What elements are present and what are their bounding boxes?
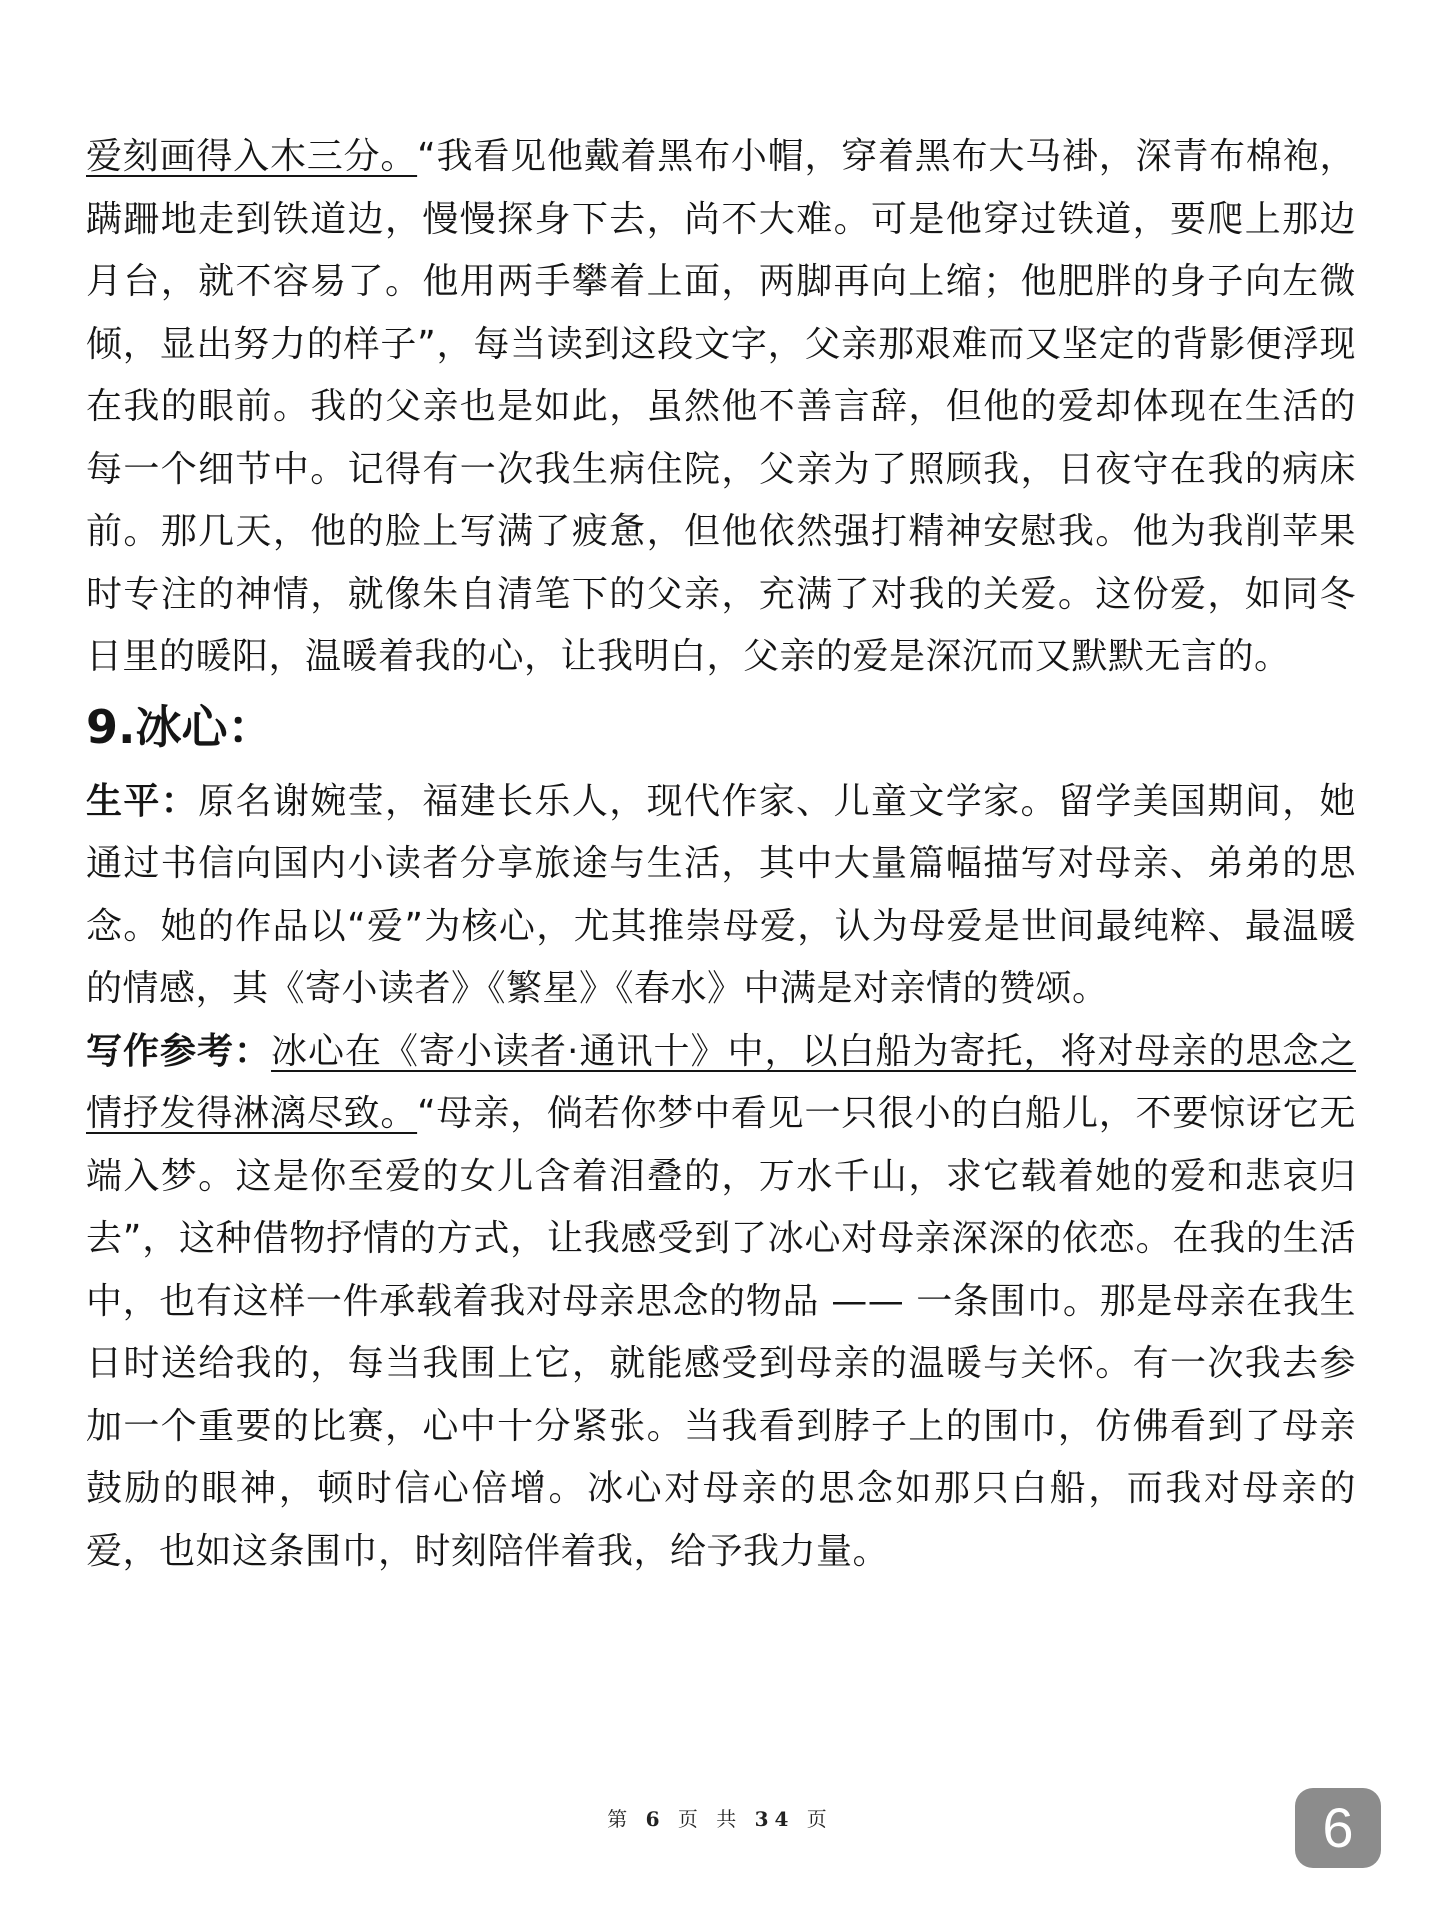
life-label: 生平： [86,780,199,822]
paragraph-biography [86,771,1356,1021]
footer-total-pages: 34 [754,1807,795,1831]
page-content [86,126,1356,1583]
page-number-badge: 6 [1295,1788,1381,1868]
section-title: 9.冰心： [86,699,274,754]
footer-middle: 页 共 [677,1807,743,1831]
underlined-sentence: 爱刻画得入木三分。 [86,136,418,177]
paragraph-writing-reference [86,1021,1356,1584]
reference-label: 写作参考： [86,1030,272,1072]
underlined-sentence: 冰心在《寄小读者·通讯十》中，以白船为寄托，将对母亲的思念之情抒发得淋漓尽致。 [86,1030,1356,1134]
reference-text: “母亲，倘若你梦中看见一只很小的白船儿，不要惊讶它无端入梦。这是你至爱的女儿含着泪叠的，万水千山，求它载着她的爱和悲哀归去”，这种借物抒情的方式，让我感受到了冰心对母亲深深的依恋。在我的生活中，也有这样一件承载着我对母亲思念的物品 —— 一条围巾。那是母亲在我生日时送给我的，每当我围上它，就能感受到母亲的温暖与关怀。有一次我去参加一个重要的比赛，心中十分紧张。当我看到脖子上的围巾，仿佛看到了母亲鼓励的眼神，顿时信心倍增。冰心对母亲的思念如那只白船，而我对母亲的爱，也如这条围巾，时刻陪伴着我，给予我力量。 [86,1093,1356,1572]
footer-page-number: 6 [645,1807,666,1831]
page-footer [0,1803,1440,1832]
life-text: 原名谢婉莹，福建长乐人，现代作家、儿童文学家。留学美国期间，她通过书信向国内小读者分享旅途与生活，其中大量篇幅描写对母亲、弟弟的思念。她的作品以“爱”为核心，尤其推崇母爱，认为母爱是世间最纯粹、最温暖的情感，其《寄小读者》《繁星》《春水》中满是对亲情的赞颂。 [86,780,1356,1009]
footer-prefix: 第 [607,1807,634,1831]
paragraph-text: “我看见他戴着黑布小帽，穿着黑布大马褂，深青布棉袍，蹒跚地走到铁道边，慢慢探身下去，尚不大难。可是他穿过铁道，要爬上那边月台，就不容易了。他用两手攀着上面，两脚再向上缩；他肥胖的身子向左微倾，显出努力的样子”，每当读到这段文字，父亲那艰难而又坚定的背影便浮现在我的眼前。我的父亲也是如此，虽然他不善言辞，但他的爱却体现在生活的每一个细节中。记得有一次我生病住院，父亲为了照顾我，日夜守在我的病床前。那几天，他的脸上写满了疲惫，但他依然强打精神安慰我。他为我削苹果时专注的神情，就像朱自清笔下的父亲，充满了对我的关爱。这份爱，如同冬日里的暖阳，温暖着我的心，让我明白，父亲的爱是深沉而又默默无言的。 [86,136,1356,677]
footer-suffix: 页 [806,1807,833,1831]
paragraph-zhu-ziqing [86,126,1356,689]
